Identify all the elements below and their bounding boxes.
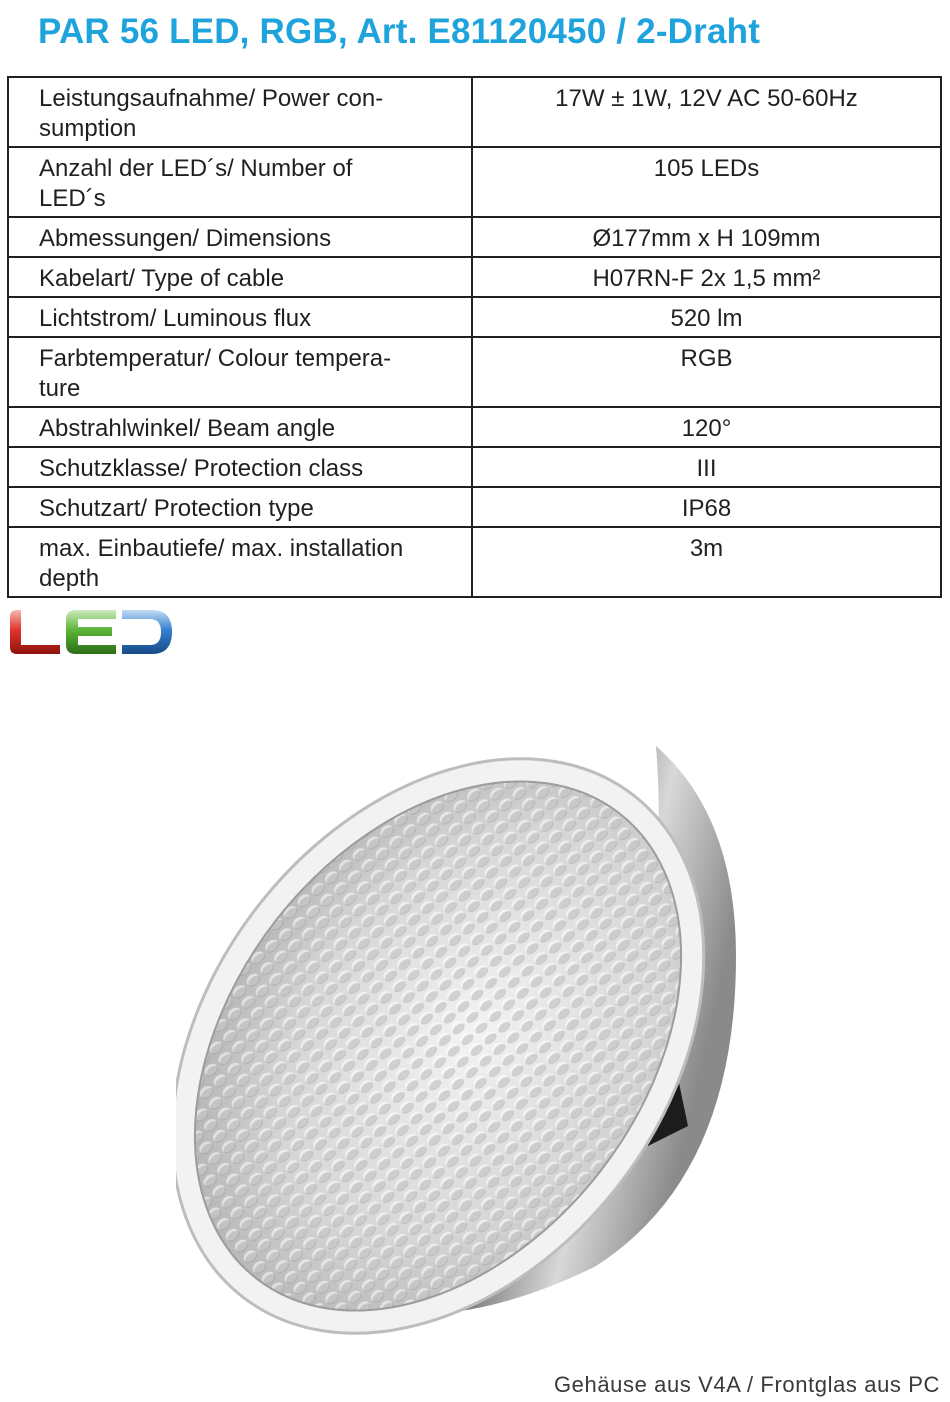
spec-table	[7, 76, 942, 598]
spec-value: III	[472, 447, 941, 487]
spec-value: 520 lm	[472, 297, 941, 337]
spec-label: Anzahl der LED´s/ Number of LED´s	[8, 147, 472, 217]
table-row	[8, 337, 941, 407]
logo-letter-l	[10, 610, 60, 654]
material-caption: Gehäuse aus V4A / Frontglas aus PC	[553, 1372, 940, 1397]
spec-label: max. Einbautiefe/ max. installation depth	[8, 527, 472, 597]
table-row	[8, 527, 941, 597]
spec-label: Abstrahlwinkel/ Beam angle	[8, 407, 472, 447]
spec-value: 120°	[472, 407, 941, 447]
par56-lamp-image	[176, 706, 754, 1342]
spec-value: IP68	[472, 487, 941, 527]
spec-value: 17W ± 1W, 12V AC 50-60Hz	[472, 77, 941, 147]
table-row	[8, 487, 941, 527]
page-title: PAR 56 LED, RGB, Art. E81120450 / 2-Draht	[38, 12, 761, 51]
spec-label: Schutzklasse/ Protection class	[8, 447, 472, 487]
spec-value: 3m	[472, 527, 941, 597]
spec-label: Farbtemperatur/ Colour tempera- ture	[8, 337, 472, 407]
spec-label: Lichtstrom/ Luminous flux	[8, 297, 472, 337]
table-row	[8, 257, 941, 297]
table-row	[8, 77, 941, 147]
spec-label: Leistungsaufnahme/ Power con- sumption	[8, 77, 472, 147]
table-row	[8, 297, 941, 337]
led-logo	[8, 607, 174, 657]
spec-value: RGB	[472, 337, 941, 407]
spec-value: 105 LEDs	[472, 147, 941, 217]
table-row	[8, 407, 941, 447]
table-row	[8, 447, 941, 487]
spec-label: Abmessungen/ Dimensions	[8, 217, 472, 257]
table-row	[8, 147, 941, 217]
spec-value: Ø177mm x H 109mm	[472, 217, 941, 257]
logo-letter-e	[66, 610, 116, 654]
spec-label: Kabelart/ Type of cable	[8, 257, 472, 297]
logo-letter-d	[122, 610, 172, 654]
spec-label: Schutzart/ Protection type	[8, 487, 472, 527]
table-row	[8, 217, 941, 257]
spec-value: H07RN-F 2x 1,5 mm²	[472, 257, 941, 297]
